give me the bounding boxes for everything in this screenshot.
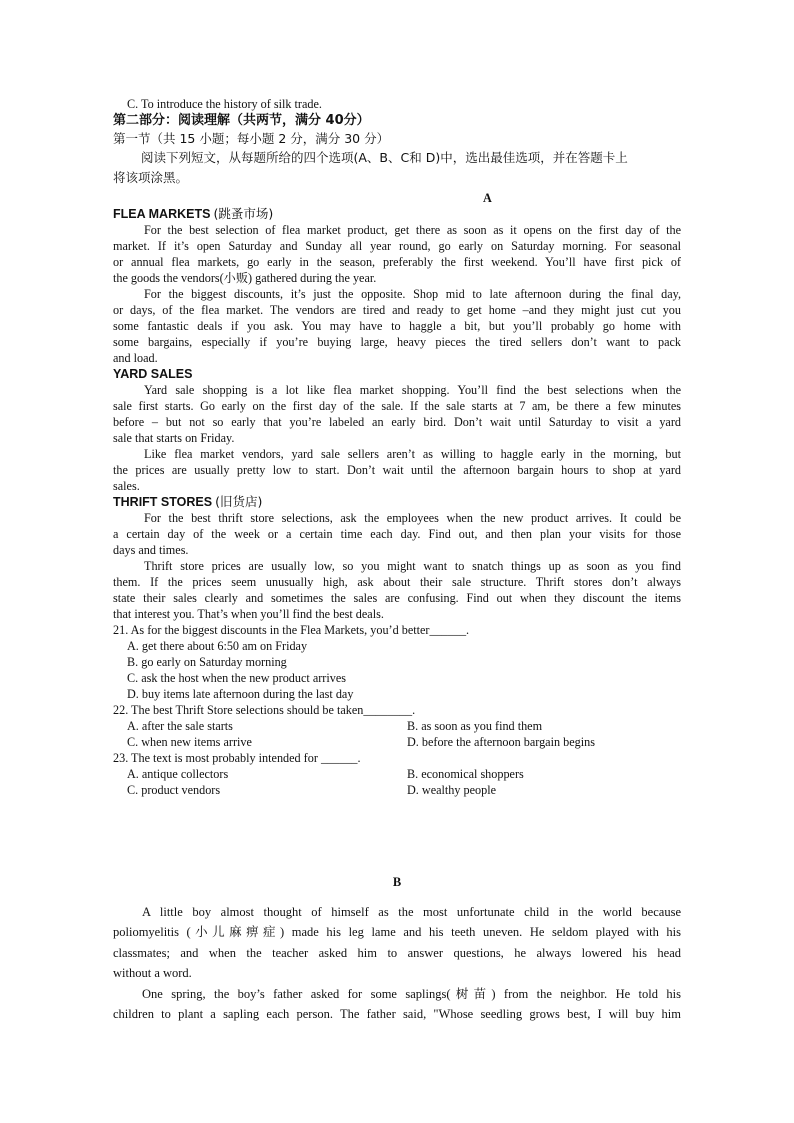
yard-sales-heading: YARD SALES — [113, 367, 193, 381]
flea-markets-heading-cn: (跳蚤市场) — [213, 206, 274, 221]
question-23-options-row-2 — [113, 782, 681, 798]
question-23-stem: 23. The text is most probably intended for ______. — [113, 751, 361, 765]
passage-b-label: B — [392, 875, 402, 889]
previous-question-option-c: C. To introduce the history of silk trade. — [127, 97, 322, 111]
passage-b-p2-line: One spring, the boy’s father asked for some saplings(树苗) from the neighbor. He told his — [142, 986, 681, 1001]
yard-p1-line: before – but not so early that you’re labeled an early bird. Don’t wait until Saturday to visit a yard — [113, 415, 681, 429]
question-21-option-b[interactable]: B. go early on Saturday morning — [127, 655, 287, 669]
passage-b — [113, 872, 681, 1025]
question-23-option-c[interactable]: C. product vendors — [127, 783, 221, 797]
thrift-stores-heading-text: THRIFT STORES — [113, 495, 213, 509]
flea-p2-line: some bargains, especially if you’re buying large, heavy pieces the tired sellers don’t want to pack — [113, 335, 681, 349]
flea-p2-line: For the biggest discounts, it’s just the opposite. Shop mid to late afternoon during the final day, — [144, 287, 681, 301]
question-23-option-d[interactable]: D. wealthy people — [407, 783, 497, 797]
exam-page-upper — [113, 96, 681, 798]
question-22-option-d[interactable]: D. before the afternoon bargain begins — [407, 735, 595, 749]
passage-b-p1-line: without a word. — [113, 966, 192, 980]
instructions-line-1: 阅读下列短文，从每题所给的四个选项(A、B、C和 D)中，选出最佳选项，并在答题卡上 — [141, 150, 628, 165]
section-one-title: 第一节（共 15 小题；每小题 2 分，满分 30 分） — [113, 131, 390, 146]
yard-p2-line: Like flea market vendors, yard sale sellers aren’t as willing to haggle early in the morning, but — [144, 447, 681, 461]
flea-markets-heading — [113, 206, 681, 222]
thrift-p1-line: For the best thrift store selections, ask the employees when the new product arrives. It could be — [144, 511, 681, 525]
instructions-line-2: 将该项涂黑。 — [113, 170, 189, 185]
question-21-option-a[interactable]: A. get there about 6:50 am on Friday — [127, 639, 308, 653]
thrift-p2-line: state their sales clearly and sometimes the sales are confusing. Find out when they discount the items — [113, 591, 681, 605]
yard-p2-line: the prices are usually pretty low to start. Don’t wait until the afternoon bargain hours to shop at yard — [113, 463, 681, 477]
thrift-stores-heading — [113, 494, 681, 510]
yard-p1-line: Yard sale shopping is a lot like flea market shopping. You’ll find the best selections when the — [144, 383, 681, 397]
passage-a-label: A — [483, 191, 492, 205]
question-22-options-row-2 — [113, 734, 681, 750]
flea-p1-line: For the best selection of flea market product, get there as soon as it opens on the first day of the — [144, 223, 681, 237]
question-22-options-row-1 — [113, 718, 681, 734]
flea-p1-line: the goods the vendors(小贩) gathered during the year. — [113, 271, 377, 285]
passage-b-p1-line: A little boy almost thought of himself as the most unfortunate child in the world because — [142, 904, 681, 919]
passage-b-p2-line: children to plant a sapling each person. The father said, "Whose seedling grows best, I will buy him — [113, 1007, 681, 1021]
question-22-option-a[interactable]: A. after the sale starts — [127, 719, 233, 733]
yard-p1-line: sale first starts. Go early on the first day of the sale. If the sale starts at 7 am, be there a few minutes — [113, 399, 681, 413]
thrift-p1-line: days and times. — [113, 543, 189, 557]
question-22-stem: 22. The best Thrift Store selections should be taken________. — [113, 703, 416, 717]
question-21-option-c[interactable]: C. ask the host when the new product arrives — [127, 671, 346, 685]
yard-p1-line: sale that starts on Friday. — [113, 431, 235, 445]
part-two-title: 第二部分：阅读理解（共两节，满分 40分） — [113, 113, 370, 128]
question-23-option-b[interactable]: B. economical shoppers — [407, 767, 524, 781]
thrift-p1-line: a certain day of the week or a certain time each day. Find out, and then plan your visits for those — [113, 527, 681, 541]
question-23-option-a[interactable]: A. antique collectors — [127, 767, 229, 781]
flea-p1-line: market. If it’s open Saturday and Sunday all year round, go early on Saturday morning. For seasonal — [113, 239, 681, 253]
flea-p1-line: or annual flea markets, go early in the season, preferably the first weekend. You’ll have first pick of — [113, 255, 681, 269]
question-22-option-b[interactable]: B. as soon as you find them — [407, 719, 543, 733]
question-21-option-d[interactable]: D. buy items late afternoon during the last day — [127, 687, 354, 701]
flea-markets-heading-text: FLEA MARKETS — [113, 207, 211, 221]
flea-p2-line: some fantastic deals if you ask. You may have to haggle a bit, but you’ll probably go home with — [113, 319, 681, 333]
thrift-p2-line: them. If the prices seem unusually high, ask about their sale structure. Thrift stores don’t always — [113, 575, 681, 589]
thrift-p2-line: that interest you. That’s when you’ll find the best deals. — [113, 607, 384, 621]
question-23-options-row-1 — [113, 766, 681, 782]
yard-p2-line: sales. — [113, 479, 140, 493]
question-22-option-c[interactable]: C. when new items arrive — [127, 735, 252, 749]
thrift-stores-heading-cn: (旧货店) — [215, 494, 263, 509]
passage-b-p1-line: classmates; and when the teacher asked him to answer questions, he always lowered his head — [113, 945, 681, 960]
passage-b-p1-line: poliomyelitis (小儿麻痹症) made his leg lame and his teeth uneven. He seldom played with his — [113, 925, 681, 939]
flea-p2-line: and load. — [113, 351, 158, 365]
question-21-stem: 21. As for the biggest discounts in the Flea Markets, you’d better______. — [113, 623, 470, 637]
flea-p2-line: or days, of the flea market. The vendors are tired and ready to get home –and they might just cut you — [113, 303, 681, 317]
thrift-p2-line: Thrift store prices are usually low, so you might want to snatch things up as soon as you find — [144, 559, 681, 573]
